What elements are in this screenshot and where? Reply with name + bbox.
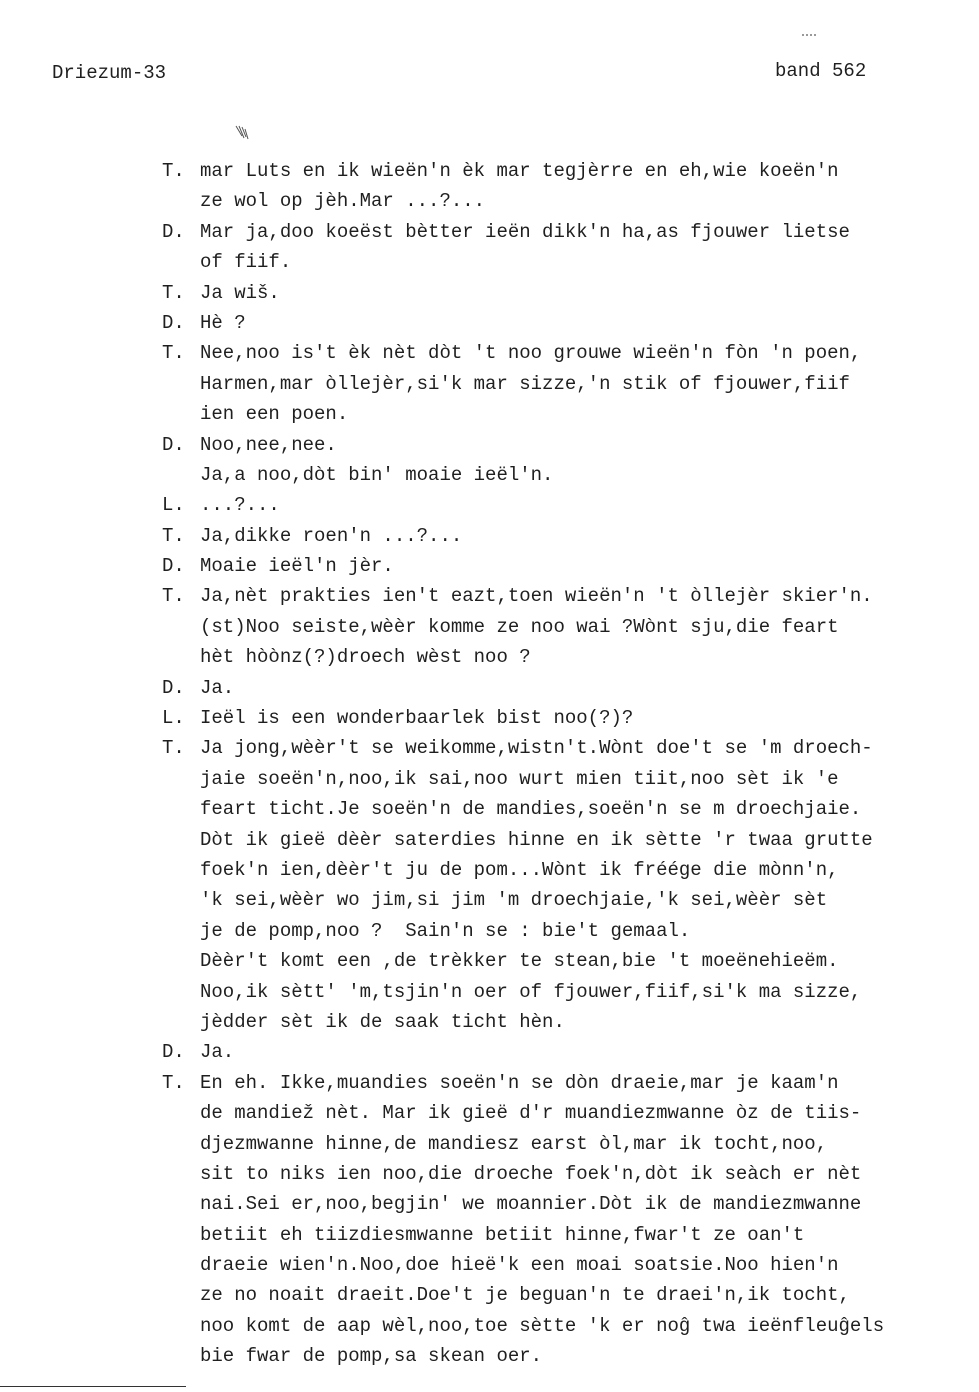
transcript-line: djezmwanne hinne,de mandiesz earst òl,mar ik tocht,noo, — [200, 1132, 828, 1155]
dialogue-turn — [162, 733, 962, 1037]
speaker-label: D. — [162, 220, 185, 243]
transcript-line: jèdder sèt ik de saak ticht hèn. — [200, 1010, 565, 1033]
ink-smudge-icon — [232, 124, 254, 146]
dialogue-turn — [162, 217, 962, 278]
document-id: Driezum-33 — [52, 62, 167, 84]
transcript-line: ien een poen. — [200, 403, 349, 426]
transcript-line: Ja. — [200, 1041, 235, 1064]
transcript-line: ze wol op jèh.Mar ...?... — [200, 190, 486, 213]
transcript-line: draeie wien'n.Noo,doe hieë'k een moai soatsie.Noo hien'n — [200, 1254, 839, 1277]
transcript-line: Dèèr't komt een ,de trèkker te stean,bie 't moeënehieëm. — [200, 950, 839, 973]
dialogue-turn — [162, 278, 962, 308]
transcript-line: Ja,a noo,dòt bin' moaie ieël'n. — [200, 463, 554, 486]
speaker-label: T. — [162, 342, 185, 365]
transcript-line: 'k sei,wèèr wo jim,si jim 'm droechjaie,'k sei,wèèr sèt — [200, 889, 828, 912]
transcript-line: hèt hòònz(?)droech wèst noo ? — [200, 646, 531, 669]
footer-rule — [0, 1386, 186, 1387]
dialogue-turn — [162, 338, 962, 429]
speaker-label: D. — [162, 676, 185, 699]
speaker-label: D. — [162, 433, 185, 456]
transcript-line: nai.Sei er,noo,begjin' we moannier.Dòt ik de mandiezmwanne — [200, 1193, 862, 1216]
speaker-label: D. — [162, 1041, 185, 1064]
transcript-line: Ja,nèt prakties ien't eazt,toen wieën'n 't òllejèr skier'n. — [200, 585, 873, 608]
transcript-line: foek'n ien,dèèr't ju de pom...Wònt ik fréége die mònn'n, — [200, 858, 839, 881]
tape-number: band 562 — [775, 60, 867, 82]
transcript-line: Ieël is een wonderbaarlek bist noo(?)? — [200, 707, 634, 730]
transcript-line: feart ticht.Je soeën'n de mandies,soeën'n se m droechjaie. — [200, 798, 862, 821]
speaker-label: L. — [162, 494, 185, 517]
transcript-line: Ja,dikke roen'n ...?... — [200, 524, 463, 547]
transcript-line: Harmen,mar òllejèr,si'k mar sizze,'n stik of fjouwer,fiif — [200, 372, 850, 395]
transcript-line: Nee,noo is't èk nèt dòt 't noo grouwe wieën'n fòn 'n poen, — [200, 342, 862, 365]
dialogue-turn — [162, 156, 962, 217]
transcript-line: Hè ? — [200, 311, 246, 334]
transcript-line: Ja jong,wèèr't se weikomme,wistn't.Wònt doe't se 'm droech- — [200, 737, 873, 760]
transcript — [162, 156, 962, 1372]
transcript-line: noo komt de aap wèl,noo,toe sètte 'k er noĝ twa ieënfleuĝels — [200, 1314, 885, 1337]
dialogue-turn — [162, 430, 962, 491]
dialogue-turn — [162, 521, 962, 551]
speaker-label: T. — [162, 281, 185, 304]
transcript-line: Ja. — [200, 676, 235, 699]
dialogue-turn — [162, 1068, 962, 1372]
transcript-line: Moaie ieël'n jèr. — [200, 555, 394, 578]
dialogue-turn — [162, 581, 962, 672]
transcript-line: de mandiež nèt. Mar ik gieë d'r muandiezmwanne òz de tiis- — [200, 1102, 862, 1125]
transcript-line: bie fwar de pomp,sa skean oer. — [200, 1345, 543, 1368]
transcript-line: Mar ja,doo koeëst bètter ieën dikk'n ha,as fjouwer lietse — [200, 220, 850, 243]
speck-mark — [802, 34, 816, 46]
speaker-label: T. — [162, 1071, 185, 1094]
transcript-line: Dòt ik gieë dèèr saterdies hinne en ik sètte 'r twaa grutte — [200, 828, 873, 851]
dialogue-turn — [162, 1037, 962, 1067]
transcript-line: betiit eh tiizdiesmwanne betiit hinne,fwar't ze oan't — [200, 1223, 805, 1246]
speaker-label: T. — [162, 737, 185, 760]
dialogue-turn — [162, 551, 962, 581]
transcript-line: je de pomp,noo ? Sain'n se : bie't gemaal. — [200, 919, 691, 942]
transcript-line: (st)Noo seiste,wèèr komme ze noo wai ?Wònt sju,die feart — [200, 615, 839, 638]
transcript-line: ...?... — [200, 494, 280, 517]
speaker-label: D. — [162, 555, 185, 578]
transcript-line: ze no noait draeit.Doe't je beguan'n te draei'n,ik tocht, — [200, 1284, 850, 1307]
speaker-label: L. — [162, 707, 185, 730]
transcript-line: sit to niks ien noo,die droeche foek'n,dòt ik seàch er nèt — [200, 1162, 862, 1185]
transcript-line: Noo,ik sètt' 'm,tsjin'n oer of fjouwer,fiif,si'k ma sizze, — [200, 980, 862, 1003]
dialogue-turn — [162, 490, 962, 520]
dialogue-turn — [162, 673, 962, 703]
speaker-label: T. — [162, 524, 185, 547]
dialogue-turn — [162, 703, 962, 733]
speaker-label: T. — [162, 585, 185, 608]
speaker-label: T. — [162, 160, 185, 182]
transcript-line: En eh. Ikke,muandies soeën'n se dòn draeie,mar je kaam'n — [200, 1071, 839, 1094]
speaker-label: D. — [162, 311, 185, 334]
transcript-line: Ja wiš. — [200, 281, 280, 304]
transcript-line: of fiif. — [200, 251, 292, 274]
transcript-line: Noo,nee,nee. — [200, 433, 337, 456]
dialogue-turn — [162, 308, 962, 338]
transcript-line: jaie soeën'n,noo,ik sai,noo wurt mien tiit,noo sèt ik 'e — [200, 767, 839, 790]
transcript-line: mar Luts en ik wieën'n èk mar tegjèrre en eh,wie koeën'n — [200, 160, 839, 182]
